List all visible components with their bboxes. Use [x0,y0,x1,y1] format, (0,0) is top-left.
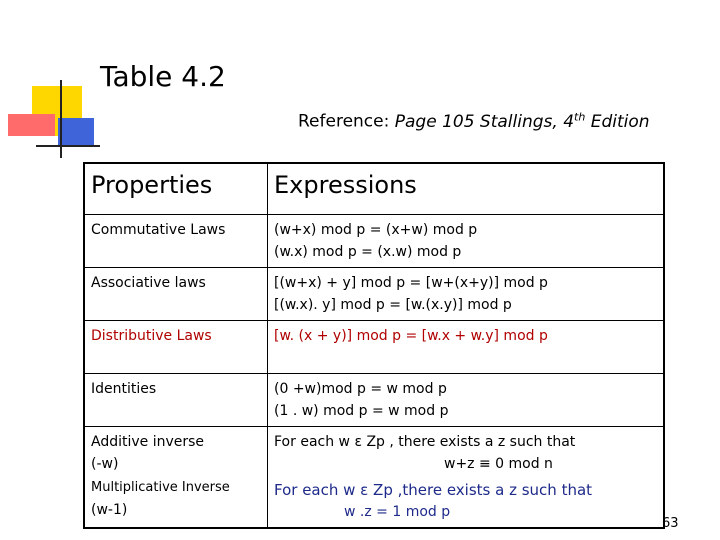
reference-label: Reference: [298,111,390,132]
expression-cell: [(w+x) + y] mod p = [w+(x+y)] mod p [(w.x). y] mod p = [w.(x.y)] mod p [268,268,665,321]
expression-cell: [w. (x + y)] mod p = [w.x + w.y] mod p [268,321,665,374]
property-cell: Associative laws [84,268,268,321]
decorative-blue-block [58,118,94,146]
header-properties: Properties [84,163,268,215]
expression-cell: (w+x) mod p = (x+w) mod p (w.x) mod p = (x.w) mod p [268,215,665,268]
reference-line [298,110,650,132]
table-row [84,374,664,427]
header-expressions: Expressions [268,163,665,215]
table-row [84,321,664,374]
decorative-horizontal-line [36,145,100,147]
property-cell: Additive inverse (-w) Multiplicative Inverse (w-1) [84,427,268,529]
table-header-row [84,163,664,215]
properties-table [83,162,665,529]
page-number: 63 [662,516,679,531]
table-row [84,268,664,321]
reference-source: Page 105 Stallings, 4th Edition [394,110,650,132]
table-row [84,215,664,268]
property-cell: Distributive Laws [84,321,268,374]
expression-cell: (0 +w)mod p = w mod p (1 . w) mod p = w mod p [268,374,665,427]
table-row [84,427,664,529]
property-cell: Identities [84,374,268,427]
slide-title: Table 4.2 [100,60,226,93]
property-cell: Commutative Laws [84,215,268,268]
decorative-red-block [8,114,55,136]
expression-cell: For each w ε Zp , there exists a z such that w+z ≡ 0 mod n For each w ε Zp ,there exists a z such that w .z = 1 mod p [268,427,665,529]
